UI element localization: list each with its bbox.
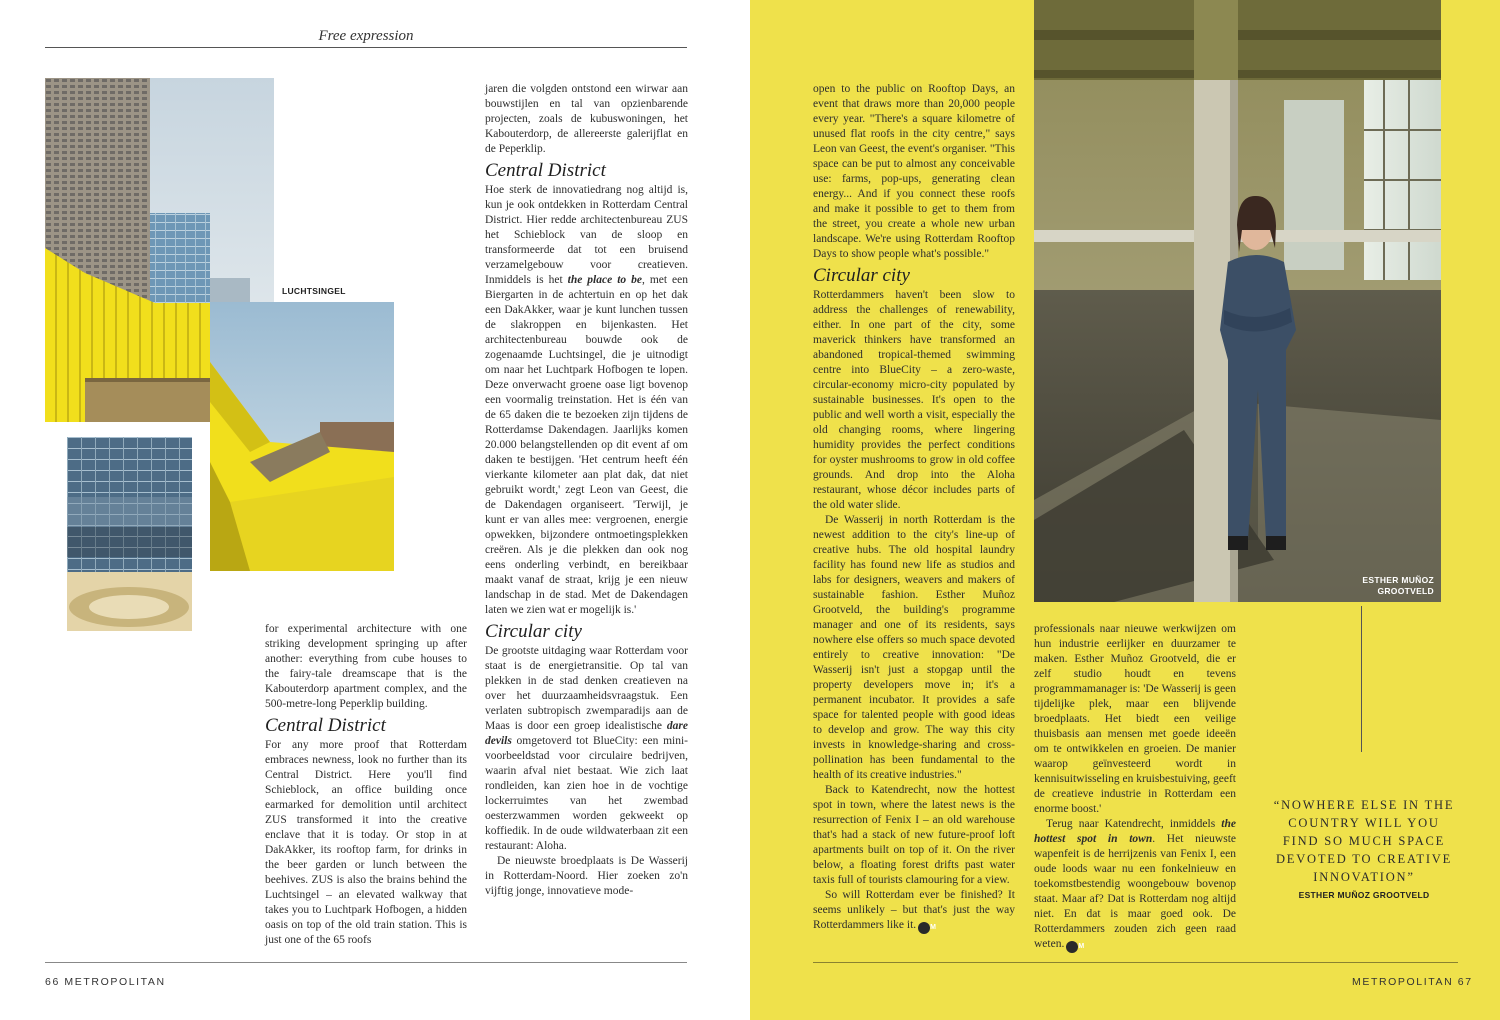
left-page-number: 66 xyxy=(45,976,60,988)
right-page-number: 67 xyxy=(1457,976,1473,988)
photo-luchtsingel-walkway xyxy=(210,302,394,571)
portrait-photo xyxy=(1034,0,1441,602)
end-mark-icon: M xyxy=(918,922,930,934)
right-magazine-name: METROPOLITAN xyxy=(1352,976,1454,988)
end-mark-icon: M xyxy=(1066,941,1078,953)
portrait-illustration xyxy=(1034,0,1441,602)
walkway-illustration xyxy=(210,302,394,571)
header-rule xyxy=(45,47,687,48)
dutch-col2-heading1: Central District xyxy=(485,160,606,181)
pull-quote: “NOWHERE ELSE IN THE COUNTRY WILL YOU FIND SO MUCH SPACE DEVOTED TO CREATIVE INNOVATION” xyxy=(1273,798,1455,884)
right-english-column xyxy=(813,82,1015,934)
english-col3-para1: open to the public on Rooftop Days, an event that draws more than 20,000 people every year. "There's a square kilometre of unused flat roofs in the city centre," says Leon van Geest, the event's organiser. "This space can be put to almost any conceivable use: farms, pop-ups, generating clean energy... And if you connect these roofs and make it possible to get to them from the street, you create a whole new urban landscape. We're using Rotterdam Rooftop Days to show people what's possible." xyxy=(813,83,1016,260)
pull-quote-source: ESTHER MUÑOZ GROOTVELD xyxy=(1298,890,1430,900)
english-col3-para4: Back to Katendrecht, now the hottest spot in town, where the latest news is the resurrection of Fenix I – an old warehouse that's had a stack of new future-proof loft apartments built on top of it. On the river below, a floating forest drifts past water taxis full of tourists clamouring for a view. xyxy=(813,784,1015,886)
portrait-caption xyxy=(1360,575,1434,597)
right-footer-rule xyxy=(813,962,1458,963)
dutch-col4-para2: Terug naar Katendrecht, inmiddels the hottest spot in town. Het nieuwste wapenfeit is de herrijzenis van Fenix I, een oude loods waar nu een fonkelnieuw en toekomstbestendig woongebouw bovenop staat. Maar af? Dat is Rotterdam nog altijd niet. En dat is maar goed ook. De Rotterdammers zouden zich geen raad weten. M xyxy=(1034,817,1236,953)
english-col3-para5: So will Rotterdam ever be finished? It seems unlikely – but that's just the way Rotterdammers like it. M xyxy=(813,888,1015,934)
dutch-col2-heading2: Circular city xyxy=(485,621,582,642)
left-footer-rule xyxy=(45,962,687,963)
facade-illustration xyxy=(67,437,192,631)
section-title: Free expression xyxy=(318,28,414,44)
right-folio xyxy=(1352,976,1473,988)
right-dutch-column xyxy=(1034,622,1236,953)
photo-caption: LUCHTSINGEL xyxy=(282,286,346,296)
left-dutch-column xyxy=(485,82,688,899)
left-magazine-name: METROPOLITAN xyxy=(64,976,166,988)
english-col1-para2: For any more proof that Rotterdam embraces newness, look no further than its Central District. Here you'll find Schieblock, an office building once earmarked for demolition until architect ZUS transformed it into the creative enclave that it is today. Or stop in at DakAkker, its rooftop farm, for drinks in the beer garden or lunch between the beehives. ZUS is also the brains behind the Luchtsingel – an elevated walkway that takes you to Luchtpark Hofbogen, a hidden oasis on top of the old train station. This is just one of the 65 roofs xyxy=(265,739,467,946)
dutch-col2-para3: De grootste uitdaging waar Rotterdam voor staat is de energietransitie. Op tal van plekken in de stad denken creatieven na over het duurzaamheidsvraagstuk. Een verlaten subtropisch zwemparadijs aan de Maas is door een groep idealistische dare devils omgetoverd tot BlueCity: een mini-voorbeeldstad voor circulaire bedrijven, waarin afval niet bestaat. Wie zich laat rondleiden, kan zien hoe in de vochtige lockerruimtes van het zwembad oesterzwammen worden gekweekt op koffiedik. In de oude wildwaterbaan zit een restaurant: Aloha. xyxy=(485,645,688,852)
photo-glass-facade xyxy=(67,437,192,631)
english-col3-para2: Rotterdammers haven't been slow to address the challenges of renewability, either. In one part of the city, some maverick thinkers have transformed an abandoned tropical-themed swimming centre into BlueCity – a zero-waste, circular-economy micro-city populated by sustainable businesses. It's open to the public and well worth a visit, especially the old changing rooms, where lingering humidity provides the perfect conditions for oyster mushrooms to grow in old coffee grounds. And drop into the Aloha restaurant, whose décor includes parts of the old water slide. xyxy=(813,289,1015,511)
english-col3-para3: De Wasserij in north Rotterdam is the newest addition to the city's line-up of creative hubs. The old hospital laundry facility has found new life as studios and labs for designers, weavers and makers of sustainable fashion. Esther Muñoz Grootveld, the building's programme manager and one of its residents, says nowhere else offers so much space devoted entirely to creative innovation: "De Wasserij isn't just a stopgap until the property developers move in; it's a permanent incubator. It provides a safe space for talented people with good ideas to develop and grow. The way this city invests in knowledge-sharing and cross-pollination has been fundamental to the health of its creative industries." xyxy=(813,514,1015,781)
english-col3-heading: Circular city xyxy=(813,265,910,286)
emphasis-dare-devils: dare devils xyxy=(485,720,688,747)
dutch-col2-para2: Hoe sterk de innovatiedrang nog altijd is, kun je ook ontdekken in Rotterdam Central District. Hier redde architectenbureau ZUS het Schieblock van de sloop en transformeerde dat tot een bruisend verzamelgebouw voor creatieven. Inmiddels is het the place to be, met een Biergarten in de achtertuin en op het dak een DakAkker, waar je kunt lunchen tussen de slakroppen en bijenkasten. Het architectenbureau bouwde ook de zogenaamde Luchtsingel, die je uitnodigt om naar het Luchtpark Hofbogen te lopen. Deze onverwacht groene oase ligt bovenop een voormalig treinstation. Het is één van de 65 daken die te bezoeken zijn tijdens de Rotterdamse Dakendagen. Jaarlijks komen 20.000 belangstellenden op dit event af om daken te bestijgen. 'Het centrum heeft één vierkante kilometer aan plat dak, dat niet gebruikt wordt,' zegt Leon van Geest, die de Dakendagen organiseert. 'Terwijl, je kunt er van alles mee: vergroenen, energie opwekken, bijzondere ontmoetingsplekken creëren. Als je die plekken dan ook nog eens onderling verbindt, en bereikbaar maakt vanaf de straat, krijg je een nieuw landschap in de stad. Met de Dakendagen laten we zien wat er mogelijk is.' xyxy=(485,184,688,616)
emphasis-place-to-be: the place to be xyxy=(567,274,642,286)
emphasis-hottest-spot: the hottest spot in town xyxy=(1034,818,1236,845)
english-col1-heading: Central District xyxy=(265,715,386,736)
english-col1-para1: for experimental architecture with one striking development springing up after another: everything from cube houses to the fairy-tale dreamscape that is the Kabouterdorp apartment complex, and the 500-metre-long Peperklip building. xyxy=(265,623,467,710)
left-english-column xyxy=(265,622,467,948)
portrait-caption-line1: ESTHER MUÑOZ xyxy=(1362,575,1434,585)
dutch-col2-para1: jaren die volgden ontstond een wirwar aan bouwstijlen en tal van opzienbarende projecten, zoals de kubuswoningen, het Kabouterdorp, de allereerste galerijflat en de Peperklip. xyxy=(485,83,688,155)
portrait-caption-line2: GROOTVELD xyxy=(1377,586,1434,596)
pull-quote-rule xyxy=(1361,606,1362,752)
left-folio xyxy=(45,976,166,988)
dutch-col2-para4: De nieuwste broedplaats is De Wasserij in Rotterdam-Noord. Hier zoeken zo'n vijftig jonge, innovatieve mode- xyxy=(485,855,688,897)
dutch-col4-para1: professionals naar nieuwe werkwijzen om hun industrie eerlijker en duurzamer te maken. Esther Muñoz Grootveld, die er zelf studio houdt en tevens programmamanager is: 'De Wasserij is geen tijdelijke plek, maar een blijvende broedplaats. Het biedt een veilige thuisbasis aan mensen met goede ideeën om te ontwikkelen en groeien. De manier waarop geïnvesteerd wordt in kennisuitwisseling en kruisbestuiving, geeft de creatieve industrie in Rotterdam een enorme boost.' xyxy=(1034,623,1236,815)
